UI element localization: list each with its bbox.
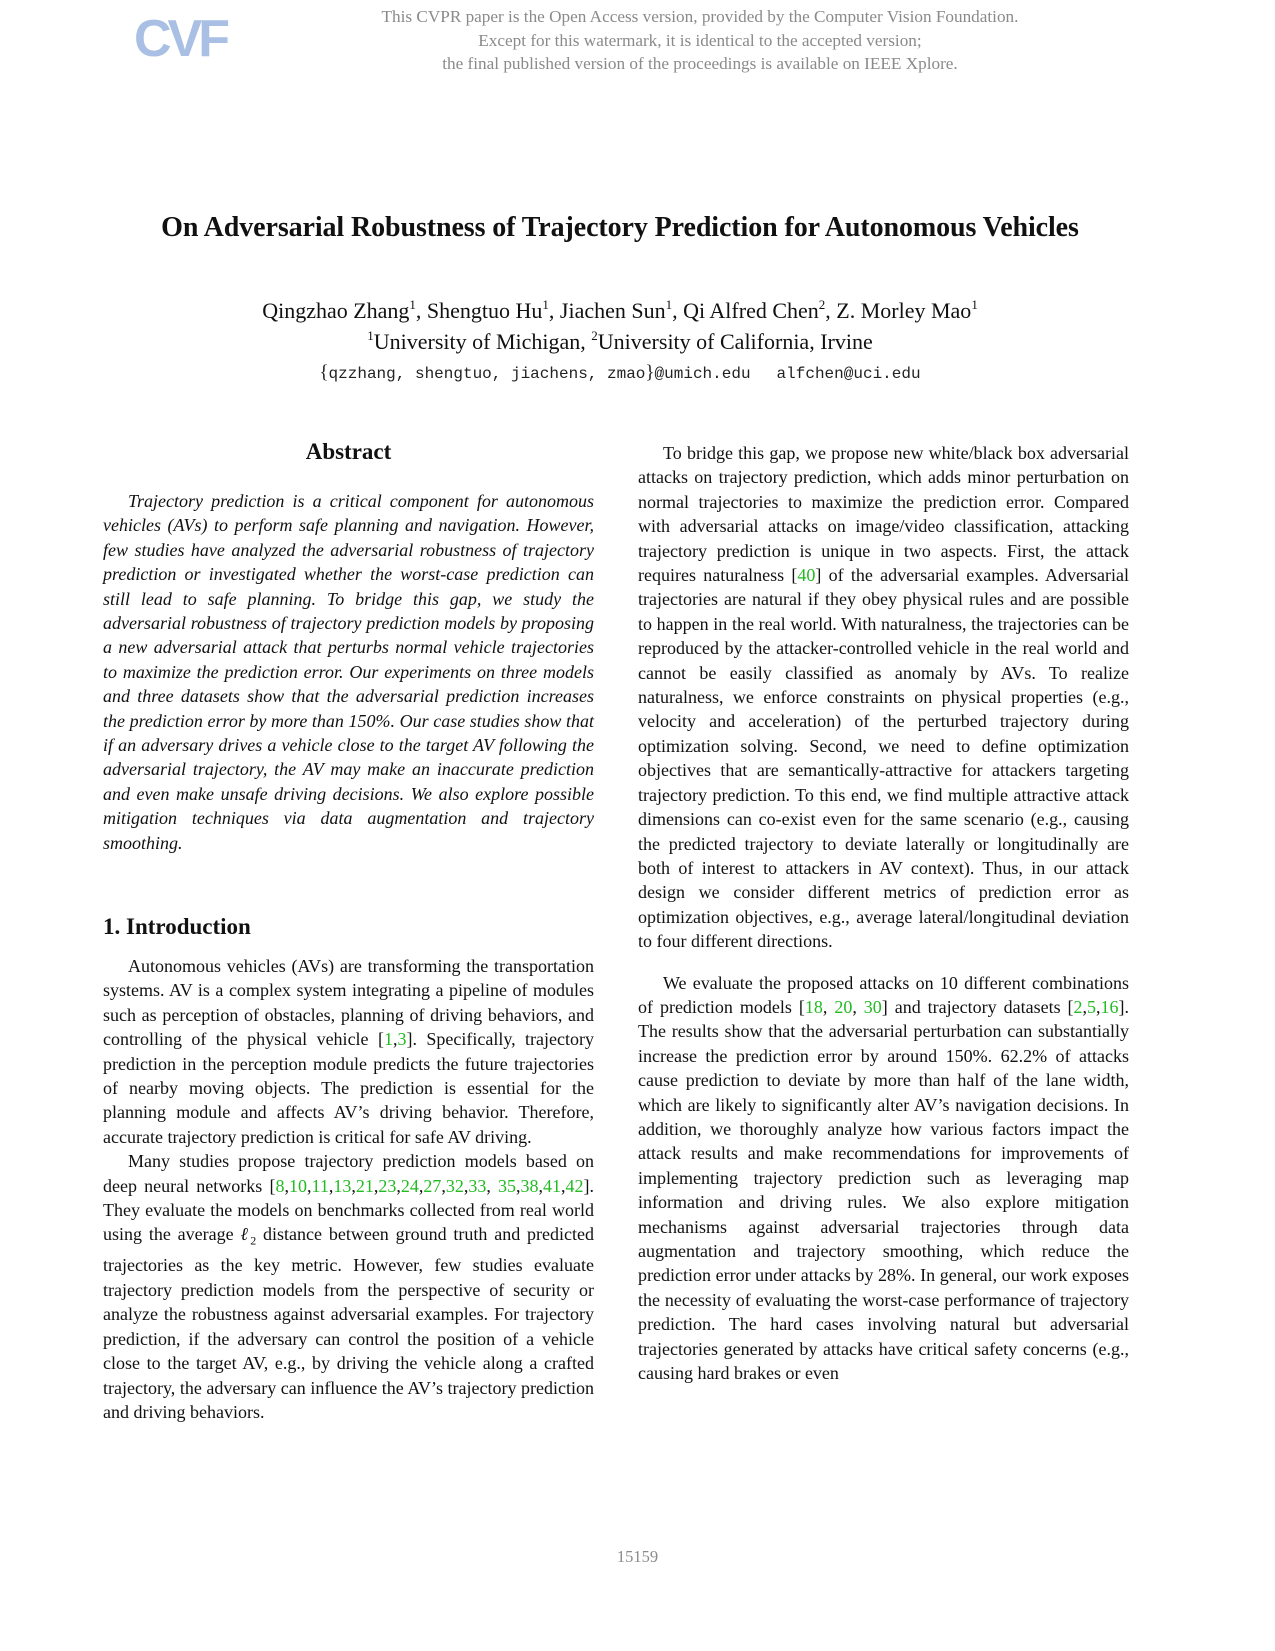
citation-link[interactable]: 18 [804, 996, 823, 1017]
affiliation-name: University of Michigan [373, 329, 581, 354]
citation-link[interactable]: 2 [1073, 996, 1083, 1017]
citation-link[interactable]: 16 [1100, 996, 1119, 1017]
citation-link[interactable]: 24 [400, 1175, 419, 1196]
abstract-paragraph: Trajectory prediction is a critical component for autonomous vehicles (AVs) to perform safe planning and navigation. However, few studies have analyzed the adversarial robustness of trajectory prediction or investigated whether the worst-case prediction can still lead to safe planning. To bridge this gap, we study the adversarial robustness of trajectory prediction models by proposing a new adversarial attack that perturbs normal vehicle trajectories to maximize the prediction error. Our experiments on three models and three datasets show that the adversarial prediction increases the prediction error by more than 150%. Our case studies show that if an adversary drives a vehicle close to the target AV following the adversarial trajectory, the AV may make an inaccurate prediction and even make unsafe driving decisions. We also explore possible mitigation techniques via data augmentation and trajectory smoothing. [103, 491, 594, 853]
citation-link[interactable]: 30 [863, 996, 882, 1017]
citation-link[interactable]: 38 [520, 1175, 539, 1196]
email-domain: @umich.edu [654, 365, 751, 383]
text-run: To bridge this gap, we propose new white/black box adversarial attacks on trajectory prediction, which adds minor perturbation on normal trajectories to maximize the prediction error. Compared with adversarial attacks on image/video classification, attacking trajectory prediction is unique in two aspects. First, the attack requires naturalness [ [638, 443, 1129, 586]
brace-open: { [319, 362, 329, 383]
email-single: alfchen@uci.edu [776, 365, 921, 383]
citation-link[interactable]: 23 [378, 1175, 397, 1196]
text-run: ] and trajectory datasets [ [881, 996, 1074, 1017]
citation-link[interactable]: 21 [355, 1175, 374, 1196]
citation-link[interactable]: 32 [445, 1175, 464, 1196]
author-name: Jiachen Sun [559, 298, 666, 323]
section-heading-introduction: 1. Introduction [103, 914, 251, 939]
math-subscript: 2 [250, 1234, 257, 1249]
author-name: Qingzhao Zhang [262, 298, 410, 323]
affiliation-name: University of California, Irvine [597, 329, 873, 354]
intro-paragraph-1: Autonomous vehicles (AVs) are transforming the transportation systems. AV is a complex system integrating a pipeline of modules such as perception of obstacles, planning of driving behaviors, and controlling of the physical vehicle [1,3]. Specifically, trajectory prediction in the perception module predicts the future trajectories of nearby moving objects. The prediction is essential for the planning module and affects AV’s driving behavior. Therefore, accurate trajectory prediction is critical for safe AV driving. [103, 956, 595, 1147]
text-run: ]. They evaluate the models on benchmarks collected from real world using the average [103, 1175, 595, 1245]
watermark-line: Except for this watermark, it is identical to the accepted version; [478, 30, 922, 50]
intro-paragraph-2: Many studies propose trajectory prediction models based on deep neural networks [8,10,11,13,21,23,24,27,32,33, 35,38,41,42]. They evaluate the models on benchmarks collected from real world using the average ℓ$_2$ distance between ground truth and predicted trajectories as the key metric. However, few studies evaluate trajectory prediction models from the perspective of security or analyze the robustness against adversarial examples. For trajectory prediction, if the adversary can control the position of a vehicle close to the target AV, e.g., by driving the vehicle along a crafted trajectory, the adversary can influence the AV’s trajectory prediction and driving behaviors. [103, 1151, 595, 1422]
author-affiliation-mark: 1 [665, 297, 673, 312]
citation-link[interactable]: 1 [383, 1029, 393, 1050]
citation-link[interactable]: 10 [288, 1175, 307, 1196]
paper-title: On Adversarial Robustness of Trajectory Prediction for Autonomous Vehicles [161, 212, 1079, 243]
right-column-body [638, 441, 1129, 1385]
watermark-notice [200, 5, 1200, 76]
citation-link[interactable]: 40 [797, 565, 816, 586]
citation-link[interactable]: 3 [397, 1029, 407, 1050]
author-list: Qingzhao Zhang$^1$, Shengtuo Hu$^1$, Jiachen Sun$^1$, Qi Alfred Chen$^2$, Z. Morley Mao$^1$ [262, 297, 978, 323]
author-affiliation-mark: 1 [971, 297, 978, 312]
citation-link[interactable]: 41 [543, 1175, 562, 1196]
email-group: qzzhang, shengtuo, jiachens, zmao [328, 365, 646, 383]
author-affiliation-mark: 2 [818, 297, 826, 312]
text-run: distance between ground truth and predicted trajectories as the key metric. However, few studies evaluate trajectory prediction models from the perspective of security or analyze the robustness against adversarial examples. For trajectory prediction, if the adversary can control the position of a vehicle close to the target AV, e.g., by driving the vehicle along a crafted trajectory, the adversary can influence the AV’s trajectory prediction and driving behaviors. [103, 1224, 595, 1422]
text-run: ] of the adversarial examples. Adversarial trajectories are natural if they obey physical rules and are possible to happen in the real world. With naturalness, the trajectories can be reproduced by the attacker-controlled vehicle in the real world and cannot be easily classified as anomaly by AVs. To realize naturalness, we enforce constraints on physical properties (e.g., velocity and acceleration) of the perturbed trajectory during optimization solving. Second, we need to define optimization objectives that are semantically-attractive for attackers targeting trajectory prediction. To this end, we find multiple attractive attack dimensions can co-exist even for the same scenario (e.g., causing the predicted trajectory to deviate laterally or longitudinally are both of interest to attackers in AV context). Thus, in our attack design we consider different metrics of prediction error as optimization objectives, e.g., average lateral/longitudinal deviation to four different directions. [638, 565, 1129, 952]
right-paragraph-2: We evaluate the proposed attacks on 10 different combinations of prediction models [18, 20, 30] and trajectory datasets [2,5,16]. The results show that the adversarial perturbation can substantially increase the prediction error by around 150%. 62.2% of attacks cause prediction to deviate by more than half of the lane width, which are likely to significantly alter AV’s navigation decisions. In addition, we thoroughly analyze how various factors impact the attack results and make recommendations for improvements of implementing trajectory prediction such as leveraging map information and driving rules. We also explore mitigation mechanisms against adversarial trajectories through data augmentation and trajectory smoothing, which reduce the prediction error under attacks by 28%. In general, our work exposes the necessity of evaluating the worst-case performance of trajectory prediction. The hard cases involving natural but adversarial trajectories generated by attacks have critical safety concerns (e.g., causing hard brakes or even [638, 972, 1130, 1384]
abstract-body [103, 489, 594, 855]
text-run: We evaluate the proposed attacks on 10 different combinations of prediction models [ [638, 972, 1129, 1017]
page-number: 15159 [616, 1547, 659, 1566]
brace-close: } [645, 362, 655, 383]
affiliation-list: $^1$University of Michigan, $^2$University of California, Irvine [367, 328, 873, 354]
author-affiliation-mark: 1 [542, 297, 549, 312]
watermark-line: This CVPR paper is the Open Access version, provided by the Computer Vision Foundation. [381, 7, 1019, 26]
abstract-heading: Abstract [305, 439, 392, 464]
citation-link[interactable]: 8 [275, 1175, 285, 1196]
watermark-line: the final published version of the proceedings is available on IEEE Xplore. [442, 54, 958, 73]
author-name: Shengtuo Hu [426, 298, 543, 323]
citation-link[interactable]: 33 [468, 1175, 487, 1196]
author-name: Qi Alfred Chen [683, 298, 819, 323]
cvf-logo-text: CVF [134, 10, 226, 68]
author-name: Z. Morley Mao [836, 298, 972, 323]
citation-link[interactable]: 27 [423, 1175, 442, 1196]
text-run: ]. Specifically, trajectory prediction in the perception module predicts the future trajectories of nearby moving objects. The prediction is essential for the planning module and affects AV’s driving behavior. Therefore, accurate trajectory prediction is critical for safe AV driving. [103, 1029, 595, 1147]
citation-link[interactable]: 35 [498, 1175, 517, 1196]
citation-link[interactable]: 20 [834, 996, 853, 1017]
text-run: ]. The results show that the adversarial perturbation can substantially increase the prediction error by around 150%. 62.2% of attacks cause prediction to deviate by more than half of the lane width, which are likely to significantly alter AV’s navigation decisions. In addition, we thoroughly analyze how various factors impact the attack results and make recommendations for improvements of implementing trajectory prediction such as leveraging map information and driving rules. We also explore mitigation mechanisms against adversarial trajectories through data augmentation and trajectory smoothing, which reduce the prediction error under attacks by 28%. In general, our work exposes the necessity of evaluating the worst-case performance of trajectory prediction. The hard cases involving natural but adversarial trajectories generated by attacks have critical safety concerns (e.g., causing hard brakes or even [638, 996, 1130, 1384]
affiliation-number: 1 [367, 328, 374, 343]
math-ell: ℓ [240, 1224, 251, 1245]
text-run: Autonomous vehicles (AVs) are transforming the transportation systems. AV is a complex system integrating a pipeline of modules such as perception of obstacles, planning of driving behaviors, and controlling of the physical vehicle [ [103, 956, 594, 1050]
author-block [0, 297, 1240, 359]
text-run: Many studies propose trajectory prediction models based on deep neural networks [ [103, 1151, 594, 1196]
author-affiliation-mark: 1 [409, 297, 416, 312]
affiliation-number: 2 [591, 328, 598, 343]
right-paragraph-1 [638, 441, 1129, 954]
citation-link[interactable]: 13 [333, 1175, 352, 1196]
citation-link[interactable]: 42 [565, 1175, 584, 1196]
citation-link[interactable]: 5 [1087, 996, 1097, 1017]
citation-link[interactable]: 11 [311, 1175, 329, 1196]
introduction-body [103, 954, 594, 1424]
author-emails [0, 362, 1240, 384]
